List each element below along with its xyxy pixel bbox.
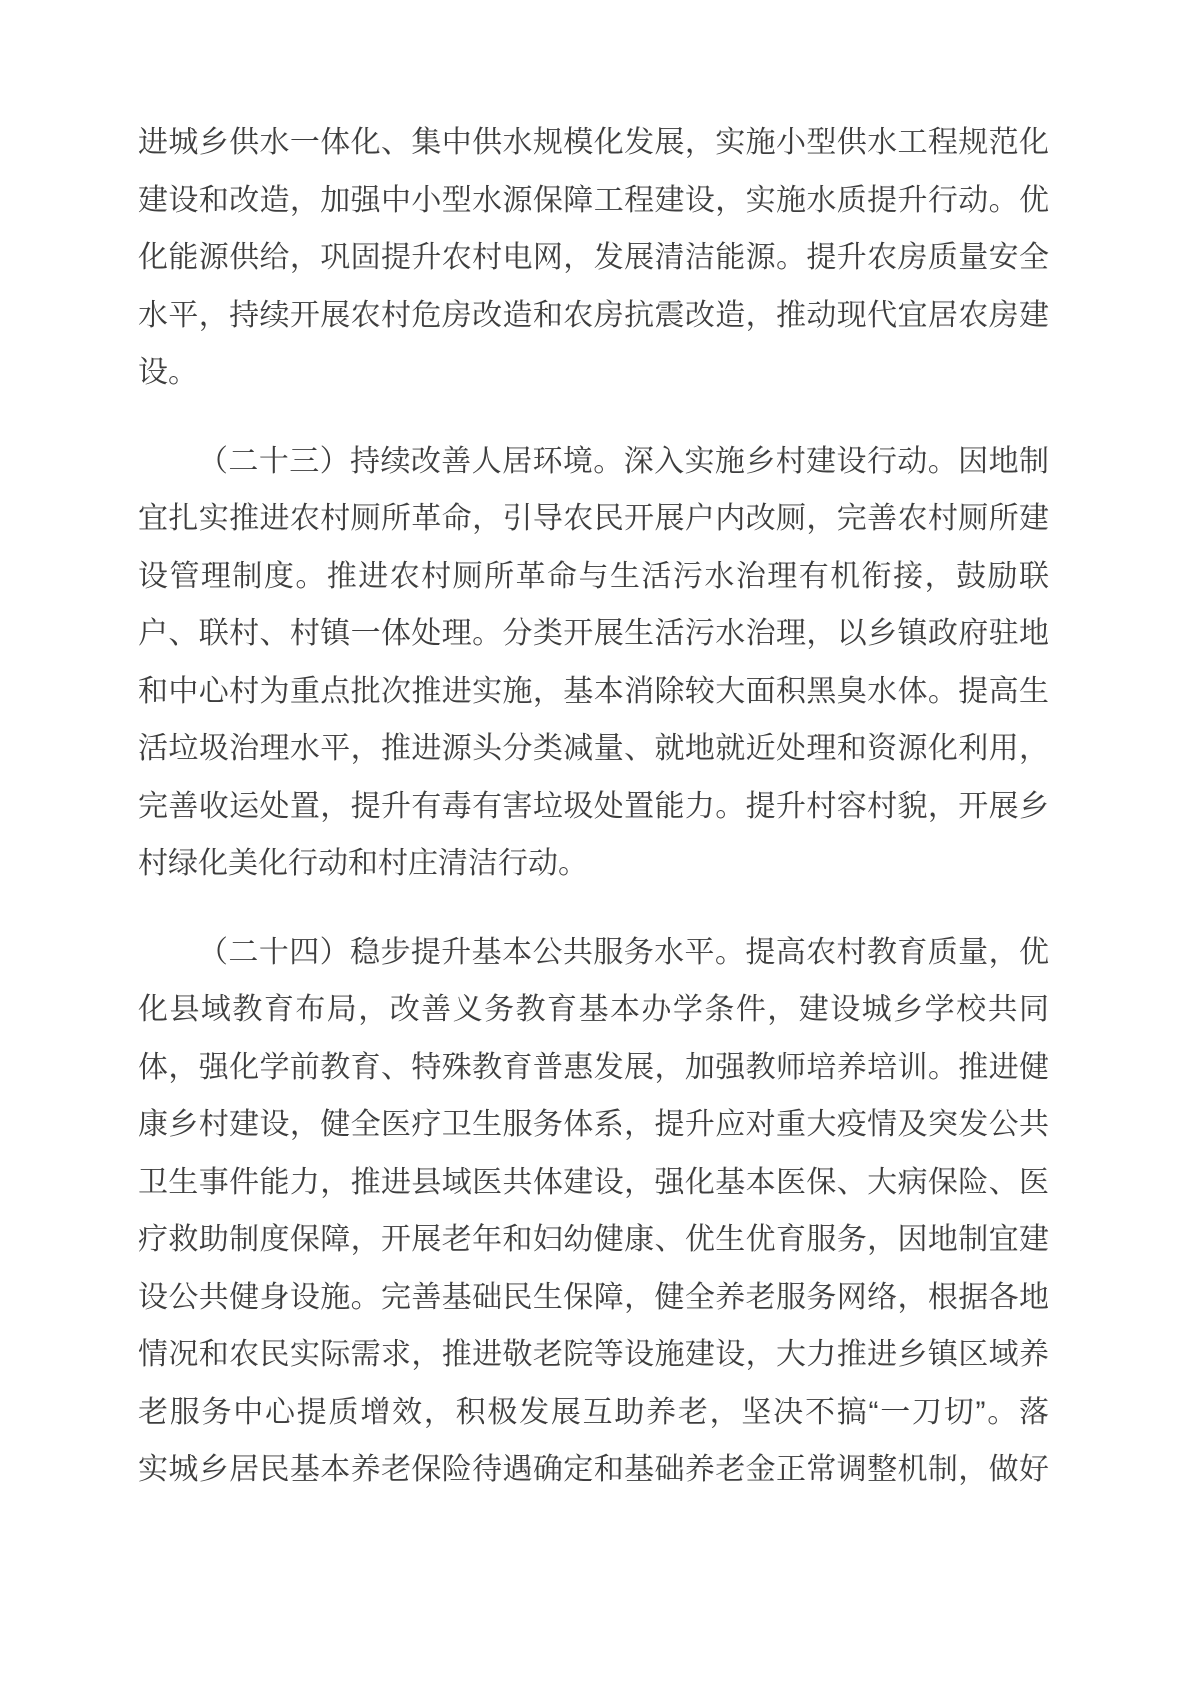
- text-line: 疗救助制度保障，开展老年和妇幼健康、优生优育服务，因地制宜建: [138, 1223, 1049, 1256]
- text-line: 化县域教育布局，改善义务教育基本办学条件，建设城乡学校共同: [138, 993, 1049, 1026]
- text-line: 建设和改造，加强中小型水源保障工程建设，实施水质提升行动。优: [138, 183, 1049, 217]
- paragraph-item-24-public-services: [138, 924, 1049, 1499]
- paragraph-infrastructure-continuation: [138, 114, 1049, 402]
- paragraph-item-23-living-environment: [138, 433, 1049, 893]
- text-line: 设。: [138, 356, 198, 389]
- text-line: 卫生事件能力，推进县域医共体建设，强化基本医保、大病保险、医: [138, 1165, 1049, 1199]
- text-line: 情况和农民实际需求，推进敬老院等设施建设，大力推进乡镇区域养: [138, 1338, 1049, 1371]
- text-line: 村绿化美化行动和村庄清洁行动。: [138, 847, 588, 880]
- text-line: （二十四）稳步提升基本公共服务水平。提高农村教育质量，优: [198, 935, 1049, 969]
- text-line: 活垃圾治理水平，推进源头分类减量、就地就近处理和资源化利用，: [138, 732, 1049, 765]
- text-line: 设管理制度。推进农村厕所革命与生活污水治理有机衔接，鼓励联: [138, 559, 1049, 593]
- text-line: 水平，持续开展农村危房改造和农房抗震改造，推动现代宜居农房建: [138, 298, 1049, 332]
- text-line: 进城乡供水一体化、集中供水规模化发展，实施小型供水工程规范化: [138, 126, 1049, 159]
- text-line: 康乡村建设，健全医疗卫生服务体系，提升应对重大疫情及突发公共: [138, 1108, 1049, 1141]
- text-line: 设公共健身设施。完善基础民生保障，健全养老服务网络，根据各地: [138, 1280, 1049, 1314]
- text-line: （二十三）持续改善人居环境。深入实施乡村建设行动。因地制: [198, 444, 1049, 478]
- text-line: 老服务中心提质增效，积极发展互助养老，坚决不搞“一刀切”。落: [138, 1395, 1049, 1429]
- text-line: 完善收运处置，提升有毒有害垃圾处置能力。提升村容村貌，开展乡: [138, 789, 1049, 823]
- text-line: 体，强化学前教育、特殊教育普惠发展，加强教师培养培训。推进健: [138, 1050, 1049, 1084]
- document-body: [138, 114, 1049, 1499]
- text-line: 化能源供给，巩固提升农村电网，发展清洁能源。提升农房质量安全: [138, 241, 1049, 274]
- text-line: 宜扎实推进农村厕所革命，引导农民开展户内改厕，完善农村厕所建: [138, 502, 1049, 535]
- text-line: 户、联村、村镇一体处理。分类开展生活污水治理，以乡镇政府驻地: [138, 617, 1049, 650]
- text-line: 实城乡居民基本养老保险待遇确定和基础养老金正常调整机制，做好: [138, 1453, 1049, 1486]
- text-line: 和中心村为重点批次推进实施，基本消除较大面积黑臭水体。提高生: [138, 674, 1049, 708]
